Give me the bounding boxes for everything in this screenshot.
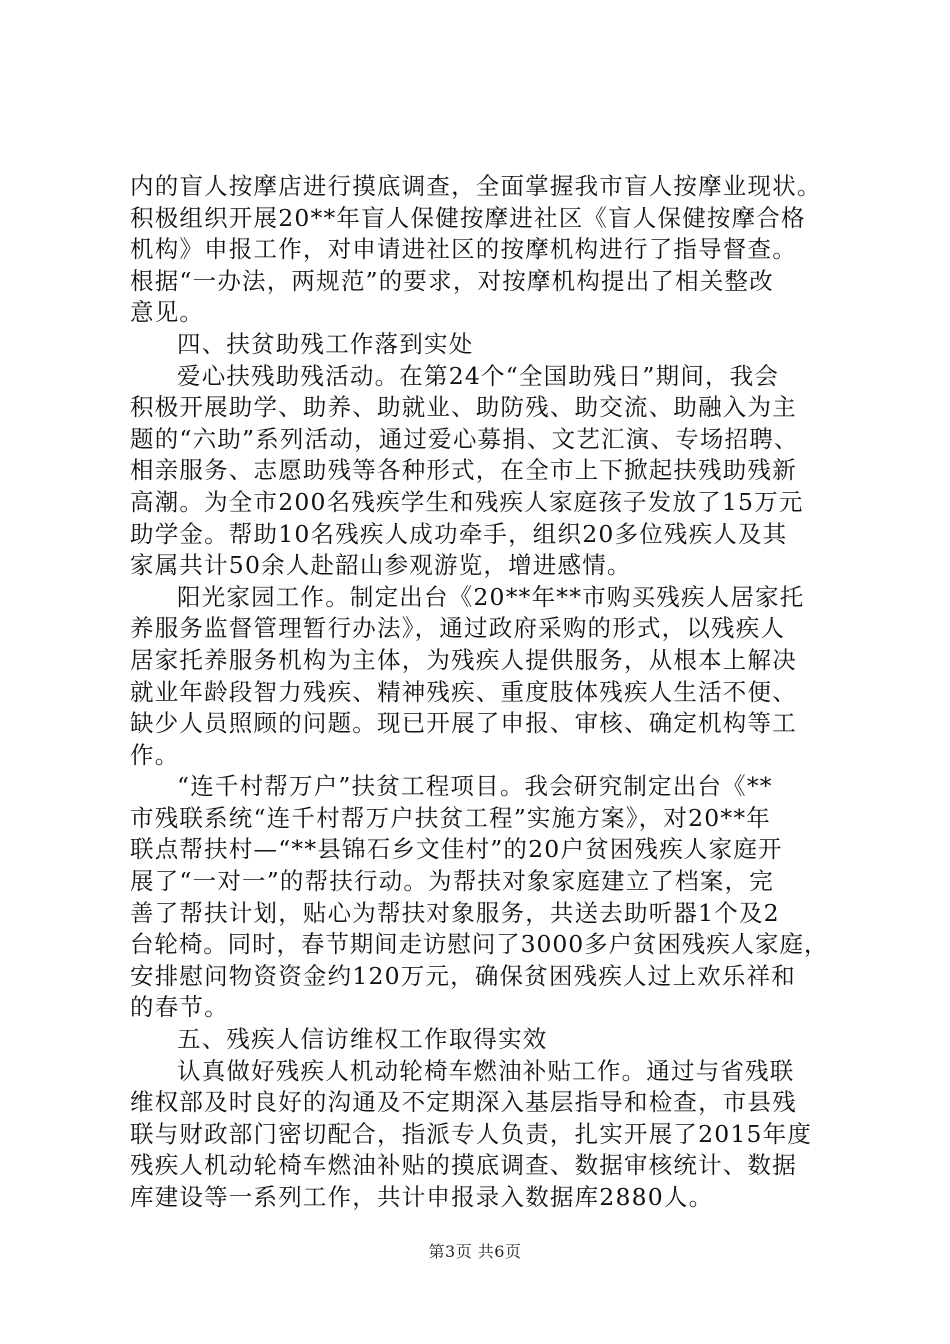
paragraph-line: 缺少人员照顾的问题。现已开展了申报、审核、确定机构等工 — [130, 709, 797, 738]
paragraph-line: 高潮。为全市200名残疾学生和残疾人家庭孩子发放了15万元 — [130, 487, 804, 516]
paragraph-line: 市残联系统“连千村帮万户扶贫工程”实施方案》，对20**年 — [130, 803, 771, 832]
paragraph-line: 台轮椅。同时，春节期间走访慰问了3000多户贫困残疾人家庭， — [130, 930, 829, 959]
paragraph-line: 就业年龄段智力残疾、精神残疾、重度肢体残疾人生活不便、 — [130, 677, 797, 706]
paragraph-first-line: 五、残疾人信访维权工作取得实效 — [177, 1025, 548, 1054]
paragraph-first-line: 爱心扶残助残活动。在第24个“全国助残日”期间，我会 — [177, 361, 780, 390]
paragraph-line: 安排慰问物资资金约120万元，确保贫困残疾人过上欢乐祥和 — [130, 961, 796, 990]
paragraph-line: 残疾人机动轮椅车燃油补贴的摸底调查、数据审核统计、数据 — [130, 1151, 797, 1180]
paragraph-line: 维权部及时良好的沟通及不定期深入基层指导和检查，市县残 — [130, 1088, 797, 1117]
paragraph-line: 题的“六助”系列活动，通过爱心募捐、文艺汇演、专场招聘、 — [130, 424, 799, 453]
paragraph-line: 展了“一对一”的帮扶行动。为帮扶对象家庭建立了档案，完 — [130, 867, 774, 896]
paragraph-line: 居家托养服务机构为主体，为残疾人提供服务，从根本上解决 — [130, 645, 797, 674]
paragraph-line: 家属共计50余人赴韶山参观游览，增进感情。 — [130, 551, 632, 580]
paragraph-line: 联点帮扶村—“**县锦石乡文佳村”的20户贫困残疾人家庭开 — [130, 835, 783, 864]
paragraph-first-line: “连千村帮万户”扶贫工程项目。我会研究制定出台《** — [177, 772, 773, 801]
paragraph-line: 相亲服务、志愿助残等各种形式，在全市上下掀起扶残助残新 — [130, 456, 797, 485]
paragraph-first-line: 四、扶贫助残工作落到实处 — [177, 329, 474, 358]
paragraph-line: 联与财政部门密切配合，指派专人负责，扎实开展了2015年度 — [130, 1119, 813, 1148]
paragraph-line: 意见。 — [130, 298, 205, 327]
paragraph-line: 根据“一办法，两规范”的要求，对按摩机构提出了相关整改 — [130, 266, 774, 295]
paragraph-line: 的春节。 — [130, 993, 229, 1022]
paragraph-line: 机构》申报工作，对申请进社区的按摩机构进行了指导督查。 — [130, 235, 797, 264]
paragraph-line: 内的盲人按摩店进行摸底调查，全面掌握我市盲人按摩业现状。 — [130, 172, 822, 200]
paragraph-line: 助学金。帮助10名残疾人成功牵手，组织20多位残疾人及其 — [130, 519, 788, 548]
paragraph-line: 库建设等一系列工作，共计申报录入数据库2880人。 — [130, 1183, 714, 1211]
body-text — [130, 171, 830, 1214]
paragraph-line: 养服务监督管理暂行办法》，通过政府采购的形式，以残疾人 — [130, 614, 786, 643]
paragraph-line: 积极开展助学、助养、助就业、助防残、助交流、助融入为主 — [130, 393, 797, 422]
paragraph-first-line: 阳光家园工作。制定出台《20**年**市购买残疾人居家托 — [177, 582, 805, 611]
page-footer: 第3页 共6页 — [428, 1242, 522, 1261]
paragraph-line: 积极组织开展20**年盲人保健按摩进社区《盲人保健按摩合格 — [130, 203, 806, 232]
paragraph-first-line: 认真做好残疾人机动轮椅车燃油补贴工作。通过与省残联 — [177, 1056, 795, 1085]
paragraph-line: 善了帮扶计划，贴心为帮扶对象服务，共送去助听器1个及2 — [130, 898, 780, 927]
paragraph-line: 作。 — [130, 740, 180, 769]
